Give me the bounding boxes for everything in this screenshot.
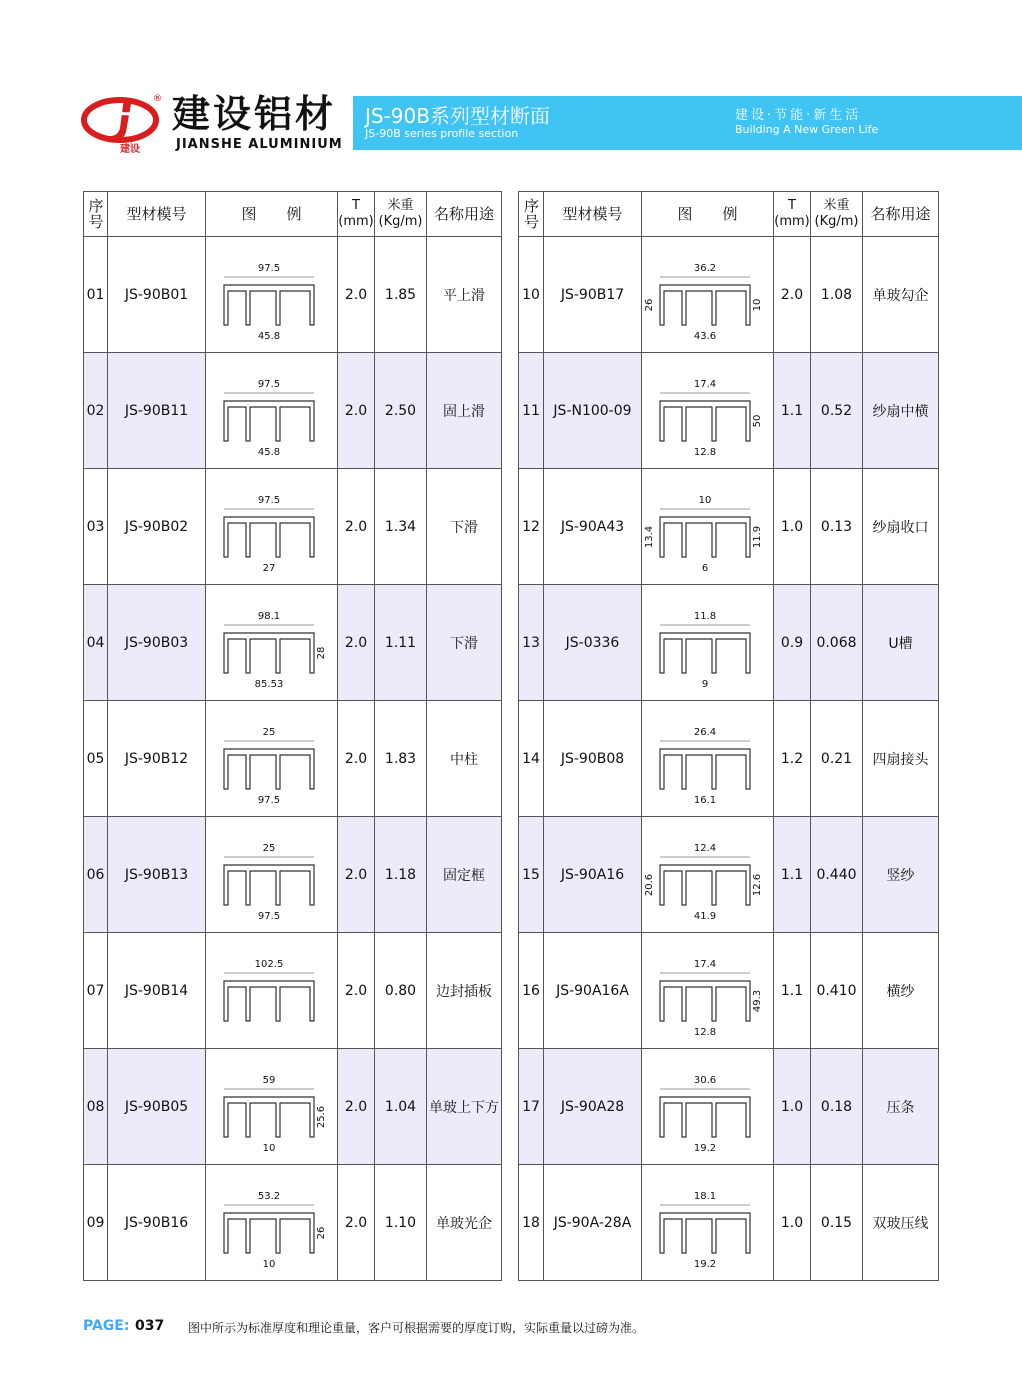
banner-title: JS-90B系列型材断面	[365, 104, 550, 128]
model-cell: JS-0336	[544, 585, 642, 701]
profile-section-drawing	[643, 825, 770, 925]
dimension-label: 97.5	[257, 262, 280, 274]
usage-cell: 固定框	[427, 817, 502, 933]
usage-cell: 单玻勾企	[863, 237, 939, 353]
dimension-label: 28	[315, 646, 327, 659]
profile-section-drawing	[210, 593, 334, 693]
profile-outline	[660, 865, 750, 905]
header-figure: 图 例	[206, 192, 338, 237]
dimension-label: 36.2	[693, 262, 716, 274]
profile-table-right	[518, 191, 939, 1281]
table-row	[84, 817, 502, 933]
thickness-cell: 2.0	[338, 817, 375, 933]
usage-cell: U槽	[863, 585, 939, 701]
figure-cell	[642, 469, 774, 585]
profile-section-drawing	[210, 477, 334, 577]
weight-cell: 0.15	[811, 1165, 863, 1281]
dimension-label: 98.1	[257, 610, 280, 622]
dimension-label: 10	[698, 494, 711, 506]
weight-cell: 1.08	[811, 237, 863, 353]
profile-outline	[224, 401, 314, 441]
table-row	[84, 353, 502, 469]
seq-cell: 08	[84, 1049, 108, 1165]
figure-cell	[642, 1165, 774, 1281]
brand-name-cn: 建设铝材	[172, 92, 337, 136]
dimension-label: 17.4	[693, 378, 716, 390]
profile-section-drawing	[646, 941, 770, 1041]
profile-section-drawing	[210, 941, 334, 1041]
weight-cell: 1.11	[375, 585, 427, 701]
seq-cell: 02	[84, 353, 108, 469]
seq-cell: 16	[519, 933, 544, 1049]
model-cell: JS-90A16	[544, 817, 642, 933]
profile-outline	[660, 517, 750, 557]
dimension-label: 6	[701, 562, 708, 574]
dimension-label: 50	[751, 414, 763, 427]
dimension-label: 97.5	[257, 378, 280, 390]
profile-section-drawing	[643, 245, 770, 345]
dimension-label: 12.8	[693, 446, 716, 458]
figure-cell	[642, 817, 774, 933]
usage-cell: 横纱	[863, 933, 939, 1049]
banner-subtitle: JS-90B series profile section	[365, 127, 519, 140]
header-figure: 图 例	[642, 192, 774, 237]
figure-cell	[206, 469, 338, 585]
model-cell: JS-90B14	[108, 933, 206, 1049]
dimension-label: 12.8	[693, 1026, 716, 1038]
seq-cell: 07	[84, 933, 108, 1049]
profile-outline	[224, 749, 314, 789]
dimension-label: 59	[262, 1074, 275, 1086]
weight-cell: 1.85	[375, 237, 427, 353]
model-cell: JS-90B01	[108, 237, 206, 353]
dimension-label: 45.8	[257, 330, 280, 342]
profile-table-left	[83, 191, 502, 1281]
figure-cell	[642, 701, 774, 817]
model-cell: JS-90B17	[544, 237, 642, 353]
profile-outline	[660, 981, 750, 1021]
dimension-label: 26.4	[693, 726, 716, 738]
dimension-label: 19.2	[693, 1142, 716, 1154]
model-cell: JS-90B11	[108, 353, 206, 469]
model-cell: JS-90B03	[108, 585, 206, 701]
table-row	[519, 1165, 939, 1281]
usage-cell: 四扇接头	[863, 701, 939, 817]
dimension-label: 41.9	[693, 910, 716, 922]
header-weight: 米重 (Kg/m)	[375, 192, 427, 237]
figure-cell	[642, 933, 774, 1049]
usage-cell: 双玻压线	[863, 1165, 939, 1281]
table-row	[519, 933, 939, 1049]
page-number: 037	[135, 1318, 165, 1334]
weight-cell: 0.068	[811, 585, 863, 701]
dimension-label: 11.8	[693, 610, 716, 622]
model-cell: JS-90B05	[108, 1049, 206, 1165]
table-header-row	[519, 192, 939, 237]
header-model: 型材模号	[108, 192, 206, 237]
table-row	[84, 237, 502, 353]
page-header	[0, 0, 1022, 180]
profile-outline	[224, 1097, 314, 1137]
profile-section-drawing	[646, 593, 770, 693]
thickness-cell: 1.2	[774, 701, 811, 817]
model-cell: JS-N100-09	[544, 353, 642, 469]
profile-section-drawing	[210, 1173, 334, 1273]
table-row	[519, 585, 939, 701]
thickness-cell: 2.0	[338, 585, 375, 701]
weight-cell: 2.50	[375, 353, 427, 469]
model-cell: JS-90B13	[108, 817, 206, 933]
dimension-label: 17.4	[693, 958, 716, 970]
seq-cell: 11	[519, 353, 544, 469]
model-cell: JS-90A28	[544, 1049, 642, 1165]
thickness-cell: 2.0	[338, 469, 375, 585]
dimension-label: 85.53	[254, 678, 283, 690]
slogan-en: Building A New Green Life	[735, 123, 879, 136]
thickness-cell: 1.0	[774, 469, 811, 585]
seq-cell: 04	[84, 585, 108, 701]
usage-cell: 固上滑	[427, 353, 502, 469]
seq-cell: 18	[519, 1165, 544, 1281]
figure-cell	[642, 353, 774, 469]
thickness-cell: 2.0	[338, 353, 375, 469]
usage-cell: 压条	[863, 1049, 939, 1165]
registered-mark: ®	[153, 94, 162, 104]
model-cell: JS-90B12	[108, 701, 206, 817]
dimension-label: 43.6	[693, 330, 716, 342]
table-row	[84, 1049, 502, 1165]
model-cell: JS-90B16	[108, 1165, 206, 1281]
seq-cell: 14	[519, 701, 544, 817]
thickness-cell: 1.1	[774, 817, 811, 933]
figure-cell	[206, 1049, 338, 1165]
thickness-cell: 1.0	[774, 1049, 811, 1165]
weight-cell: 1.83	[375, 701, 427, 817]
usage-cell: 边封插板	[427, 933, 502, 1049]
figure-cell	[206, 237, 338, 353]
table-row	[519, 701, 939, 817]
profile-section-drawing	[210, 361, 334, 461]
dimension-label: 97.5	[257, 794, 280, 806]
profile-section-drawing	[646, 709, 770, 809]
profile-outline	[224, 1213, 314, 1253]
logo-small-text: 建设	[120, 144, 140, 155]
profile-outline	[224, 517, 314, 557]
profile-section-drawing	[210, 1057, 334, 1157]
thickness-cell: 1.0	[774, 1165, 811, 1281]
dimension-label: 26	[315, 1226, 327, 1239]
usage-cell: 平上滑	[427, 237, 502, 353]
usage-cell: 下滑	[427, 585, 502, 701]
table-row	[519, 469, 939, 585]
figure-cell	[206, 1165, 338, 1281]
table-header-row	[84, 192, 502, 237]
dimension-label: 26	[643, 298, 655, 311]
header-usage: 名称用途	[427, 192, 502, 237]
weight-cell: 1.10	[375, 1165, 427, 1281]
dimension-label: 10	[262, 1258, 275, 1270]
usage-cell: 纱扇中横	[863, 353, 939, 469]
seq-cell: 09	[84, 1165, 108, 1281]
profile-section-drawing	[646, 361, 770, 461]
footnote: 图中所示为标准厚度和理论重量，客户可根据需要的厚度订购，实际重量以过磅为准。	[188, 1321, 645, 1335]
profile-outline	[660, 633, 750, 673]
dimension-label: 45.8	[257, 446, 280, 458]
usage-cell: 下滑	[427, 469, 502, 585]
profile-section-drawing	[210, 245, 334, 345]
profile-outline	[660, 1213, 750, 1253]
weight-cell: 0.80	[375, 933, 427, 1049]
dimension-label: 97.5	[257, 494, 280, 506]
figure-cell	[642, 1049, 774, 1165]
figure-cell	[642, 237, 774, 353]
header-seq	[84, 192, 108, 237]
dimension-label: 49.3	[751, 989, 763, 1012]
dimension-label: 97.5	[257, 910, 280, 922]
seq-cell: 15	[519, 817, 544, 933]
usage-cell: 竖纱	[863, 817, 939, 933]
table-row	[84, 1165, 502, 1281]
seq-cell: 03	[84, 469, 108, 585]
table-row	[84, 701, 502, 817]
dimension-label: 12.6	[751, 873, 763, 896]
table-row	[84, 933, 502, 1049]
table-row	[519, 353, 939, 469]
table-row	[84, 585, 502, 701]
thickness-cell: 0.9	[774, 585, 811, 701]
table-row	[519, 237, 939, 353]
dimension-label: 16.1	[693, 794, 716, 806]
thickness-cell: 2.0	[338, 701, 375, 817]
dimension-label: 13.4	[643, 525, 655, 548]
weight-cell: 0.52	[811, 353, 863, 469]
profile-section-drawing	[646, 1057, 770, 1157]
model-cell: JS-90B02	[108, 469, 206, 585]
usage-cell: 单玻上下方	[427, 1049, 502, 1165]
thickness-cell: 2.0	[338, 1049, 375, 1165]
header-seq-text: 序号	[88, 197, 104, 231]
table-row	[519, 1049, 939, 1165]
weight-cell: 1.18	[375, 817, 427, 933]
profile-outline	[224, 865, 314, 905]
dimension-label: 25	[262, 726, 275, 738]
weight-cell: 0.440	[811, 817, 863, 933]
model-cell: JS-90A43	[544, 469, 642, 585]
dimension-label: 11.9	[751, 525, 763, 548]
model-cell: JS-90B08	[544, 701, 642, 817]
model-cell: JS-90A16A	[544, 933, 642, 1049]
profile-outline	[660, 285, 750, 325]
dimension-label: 27	[262, 562, 275, 574]
dimension-label: 18.1	[693, 1190, 716, 1202]
seq-cell: 13	[519, 585, 544, 701]
model-cell: JS-90A-28A	[544, 1165, 642, 1281]
dimension-label: 10	[751, 298, 763, 311]
header-weight: 米重 (Kg/m)	[811, 192, 863, 237]
seq-cell: 05	[84, 701, 108, 817]
header-thickness: T (mm)	[338, 192, 375, 237]
profile-section-drawing	[643, 477, 770, 577]
header-usage: 名称用途	[863, 192, 939, 237]
seq-cell: 01	[84, 237, 108, 353]
dimension-label: 30.6	[693, 1074, 716, 1086]
brand-name-en: JIANSHE ALUMINIUM	[176, 137, 343, 152]
dimension-label: 102.5	[254, 958, 283, 970]
usage-cell: 中柱	[427, 701, 502, 817]
seq-cell: 17	[519, 1049, 544, 1165]
header-thickness: T (mm)	[774, 192, 811, 237]
page-label: PAGE:	[83, 1318, 130, 1334]
dimension-label: 19.2	[693, 1258, 716, 1270]
header-model: 型材模号	[544, 192, 642, 237]
thickness-cell: 2.0	[338, 237, 375, 353]
thickness-cell: 2.0	[338, 1165, 375, 1281]
dimension-label: 53.2	[257, 1190, 280, 1202]
figure-cell	[206, 585, 338, 701]
figure-cell	[206, 701, 338, 817]
seq-cell: 12	[519, 469, 544, 585]
profile-outline	[224, 633, 314, 673]
profile-section-drawing	[646, 1173, 770, 1273]
thickness-cell: 2.0	[774, 237, 811, 353]
figure-cell	[642, 585, 774, 701]
dimension-label: 20.6	[643, 873, 655, 896]
profile-outline	[660, 401, 750, 441]
dimension-label: 25	[262, 842, 275, 854]
weight-cell: 1.04	[375, 1049, 427, 1165]
dimension-label: 9	[701, 678, 708, 690]
title-banner	[353, 96, 1022, 150]
usage-cell: 单玻光企	[427, 1165, 502, 1281]
table-row	[84, 469, 502, 585]
weight-cell: 0.410	[811, 933, 863, 1049]
weight-cell: 0.13	[811, 469, 863, 585]
slogan-cn: 建设·节能·新生活	[735, 108, 862, 123]
profile-section-drawing	[210, 709, 334, 809]
profile-section-drawing	[210, 825, 334, 925]
figure-cell	[206, 817, 338, 933]
profile-outline	[224, 981, 314, 1021]
header-seq-text: 序号	[524, 197, 540, 231]
weight-cell: 1.34	[375, 469, 427, 585]
weight-cell: 0.21	[811, 701, 863, 817]
profile-outline	[660, 749, 750, 789]
dimension-label: 12.4	[693, 842, 716, 854]
figure-cell	[206, 933, 338, 1049]
profile-outline	[660, 1097, 750, 1137]
thickness-cell: 2.0	[338, 933, 375, 1049]
weight-cell: 0.18	[811, 1049, 863, 1165]
seq-cell: 10	[519, 237, 544, 353]
thickness-cell: 1.1	[774, 933, 811, 1049]
thickness-cell: 1.1	[774, 353, 811, 469]
table-row	[519, 817, 939, 933]
profile-outline	[224, 285, 314, 325]
usage-cell: 纱扇收口	[863, 469, 939, 585]
figure-cell	[206, 353, 338, 469]
seq-cell: 06	[84, 817, 108, 933]
dimension-label: 10	[262, 1142, 275, 1154]
dimension-label: 25.6	[315, 1105, 327, 1128]
header-seq	[519, 192, 544, 237]
page-footer	[83, 1318, 983, 1338]
